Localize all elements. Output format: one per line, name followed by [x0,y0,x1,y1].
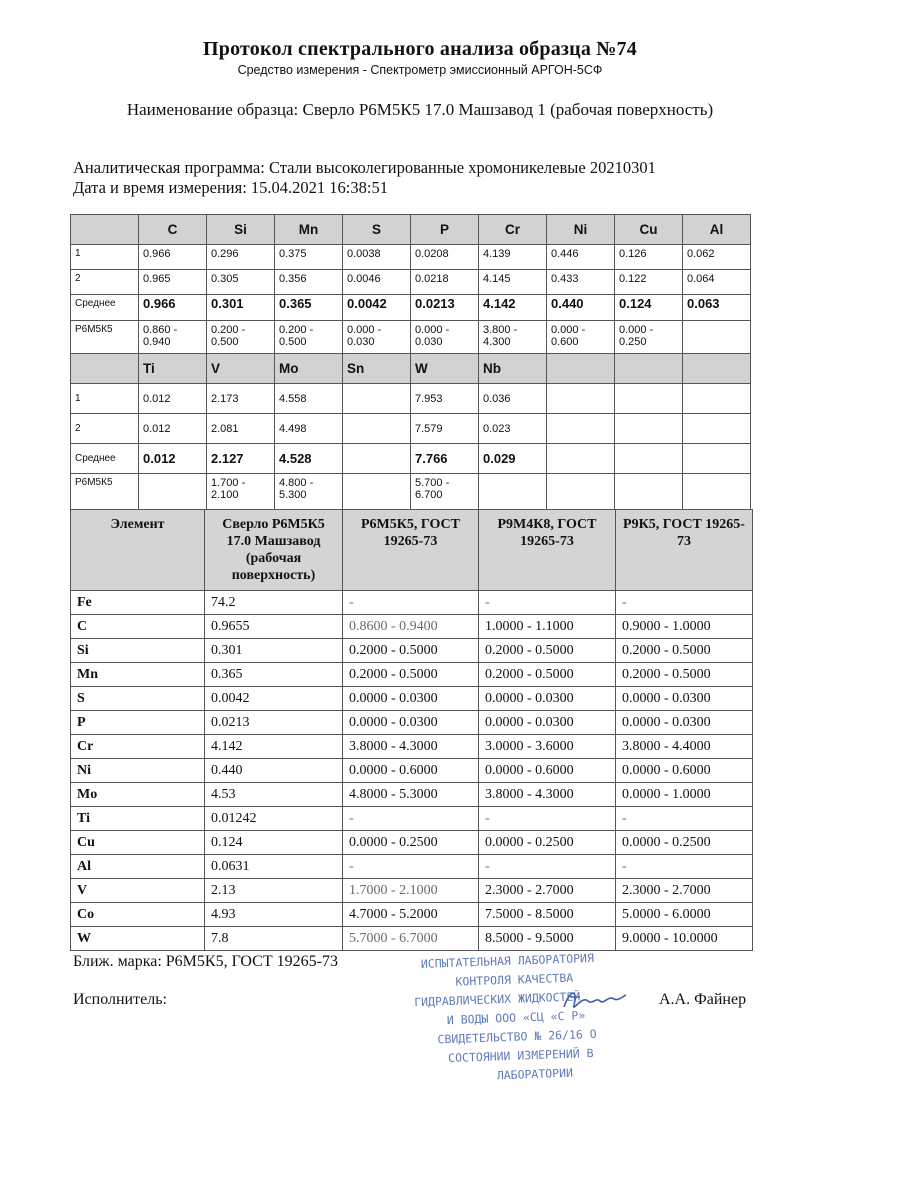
table-row [71,295,751,321]
table-row [71,270,751,295]
grade-range: 5.7000 - 6.7000 [343,927,479,951]
sample-value: 0.0213 [205,711,343,735]
laboratory-stamp [405,948,665,1098]
grade-range: 1.0000 - 1.1000 [479,615,616,639]
grade-range: 2.3000 - 2.7000 [616,879,753,903]
sample-value: 4.93 [205,903,343,927]
grade-range: 0.2000 - 0.5000 [479,639,616,663]
value-cell: 0.375 [275,245,343,270]
value-cell [343,384,411,414]
value-cell: 0.012 [139,444,207,474]
element-header: W [411,354,479,384]
value-cell: 0.124 [615,295,683,321]
value-cell: 2.173 [207,384,275,414]
element-name: S [71,687,205,711]
value-cell: 0.200 - 0.500 [207,321,275,354]
row-label: Среднее [71,295,139,321]
value-cell [343,414,411,444]
page-title: Протокол спектрального анализа образца №74 [203,38,637,60]
value-cell: 0.296 [207,245,275,270]
grade-range: 3.8000 - 4.3000 [479,783,616,807]
element-name: Co [71,903,205,927]
value-cell: 2.127 [207,444,275,474]
comparison-table [70,509,753,951]
table-row [71,807,753,831]
column-header: Р9К5, ГОСТ 19265-73 [616,510,753,591]
value-cell: 0.000 - 0.250 [615,321,683,354]
element-name: Al [71,855,205,879]
grade-range: 3.8000 - 4.3000 [343,735,479,759]
element-name: Ti [71,807,205,831]
sample-value: 2.13 [205,879,343,903]
grade-range: 0.8600 - 0.9400 [343,615,479,639]
element-header [547,354,615,384]
element-name: C [71,615,205,639]
table-row [71,414,751,444]
value-cell: 0.000 - 0.600 [547,321,615,354]
table-row [71,474,751,510]
element-name: W [71,927,205,951]
value-cell [547,414,615,444]
value-cell: 0.0208 [411,245,479,270]
stamp-text-line: ИСПЫТАТЕЛЬНАЯ ЛАБОРАТОРИЯ [420,950,595,971]
element-header: Mn [275,215,343,245]
grade-range: 0.0000 - 0.0300 [479,687,616,711]
table-row [71,903,753,927]
sample-value: 7.8 [205,927,343,951]
grade-range: - [343,807,479,831]
table-row [71,591,753,615]
sample-name: Наименование образца: Сверло Р6М5К5 17.0 Машзавод 1 (рабочая поверхность) [126,100,714,119]
value-cell [343,474,411,510]
table-row [71,879,753,903]
grade-range: - [616,855,753,879]
grade-range: 7.5000 - 8.5000 [479,903,616,927]
grade-range: 0.0000 - 0.6000 [343,759,479,783]
column-header: Элемент [71,510,205,591]
value-cell: 0.433 [547,270,615,295]
grade-range: - [343,855,479,879]
table-row [71,245,751,270]
row-label: Р6М5К5 [71,474,139,510]
element-header: Nb [479,354,547,384]
comparison-header-row [71,510,753,591]
value-cell [683,474,751,510]
stamp-text-line: ГИДРАВЛИЧЕСКИХ ЖИДКОСТЕЙ [413,989,581,1010]
element-name: Cu [71,831,205,855]
value-cell: 5.700 - 6.700 [411,474,479,510]
element-header: Cr [479,215,547,245]
sample-value: 4.142 [205,735,343,759]
element-name: Cr [71,735,205,759]
value-cell: 4.800 - 5.300 [275,474,343,510]
element-name: Mo [71,783,205,807]
measurement-datetime: Дата и время измерения: 15.04.2021 16:38:51 [73,178,388,197]
value-cell: 0.012 [139,384,207,414]
sample-value: 4.53 [205,783,343,807]
table-row [71,855,753,879]
executor-name: А.А. Файнер [659,991,747,1008]
element-header [615,354,683,384]
stamp-text-line: СВИДЕТЕЛЬСТВО № 26/16 О [437,1026,597,1047]
stamp-text-line: КОНТРОЛЯ КАЧЕСТВА [455,970,574,989]
grade-range: 4.8000 - 5.3000 [343,783,479,807]
value-cell: 7.579 [411,414,479,444]
table-row [71,384,751,414]
element-header: Sn [343,354,411,384]
element-header: Ni [547,215,615,245]
sample-value: 0.0042 [205,687,343,711]
value-cell: 0.356 [275,270,343,295]
value-cell [683,414,751,444]
grade-range: 0.0000 - 0.6000 [479,759,616,783]
value-cell [683,444,751,474]
value-cell: 1.700 - 2.100 [207,474,275,510]
grade-range: 0.0000 - 0.6000 [616,759,753,783]
executor-label: Исполнитель: [73,991,167,1008]
value-cell: 0.023 [479,414,547,444]
row-label: 2 [71,270,139,295]
element-name: Si [71,639,205,663]
value-cell: 3.800 - 4.300 [479,321,547,354]
element-header: S [343,215,411,245]
value-cell: 4.139 [479,245,547,270]
grade-range: 0.0000 - 0.2500 [343,831,479,855]
table-row [71,831,753,855]
value-cell: 7.766 [411,444,479,474]
sample-value: 0.124 [205,831,343,855]
value-cell [547,444,615,474]
table-row [71,615,753,639]
value-cell: 0.0046 [343,270,411,295]
closest-grade: Ближ. марка: Р6М5К5, ГОСТ 19265-73 [73,953,338,970]
row-label: 1 [71,245,139,270]
column-header: Сверло Р6М5К5 17.0 Машзавод (рабочая поверхность) [205,510,343,591]
value-cell: 0.440 [547,295,615,321]
value-cell [547,474,615,510]
table-row [71,639,753,663]
grade-range: 0.0000 - 1.0000 [616,783,753,807]
value-cell: 0.860 - 0.940 [139,321,207,354]
table-row [71,759,753,783]
value-cell: 0.966 [139,295,207,321]
spectral-table [70,214,751,510]
grade-range: 0.9000 - 1.0000 [616,615,753,639]
element-name: Ni [71,759,205,783]
element-header: V [207,354,275,384]
value-cell [547,384,615,414]
value-cell: 0.446 [547,245,615,270]
sample-value: 0.01242 [205,807,343,831]
element-header: Si [207,215,275,245]
table-row [71,321,751,354]
analytical-program: Аналитическая программа: Стали высоколегированные хромоникелевые 20210301 [73,158,656,177]
grade-range: 1.7000 - 2.1000 [343,879,479,903]
value-cell [683,321,751,354]
table-row [71,444,751,474]
value-cell: 0.0042 [343,295,411,321]
value-cell [615,474,683,510]
table-row [71,687,753,711]
grade-range: 3.0000 - 3.6000 [479,735,616,759]
spectral-corner-cell [71,354,139,384]
table-row [71,735,753,759]
table-row [71,927,753,951]
value-cell: 0.063 [683,295,751,321]
value-cell: 0.029 [479,444,547,474]
grade-range: 0.2000 - 0.5000 [343,639,479,663]
stamp-text-line: ЛАБОРАТОРИИ [496,1065,574,1083]
value-cell: 0.305 [207,270,275,295]
grade-range: 0.0000 - 0.0300 [616,687,753,711]
column-header: Р9М4К8, ГОСТ 19265-73 [479,510,616,591]
grade-range: 0.2000 - 0.5000 [343,663,479,687]
value-cell [479,474,547,510]
instrument-line: Средство измерения - Спектрометр эмиссионный АРГОН-5СФ [237,63,603,77]
value-cell [683,384,751,414]
table-row [71,711,753,735]
signature [560,985,630,1017]
element-name: P [71,711,205,735]
stamp-text-line: СОСТОЯНИИ ИЗМЕРЕНИЙ В [447,1045,594,1066]
row-label: Р6М5К5 [71,321,139,354]
value-cell: 0.966 [139,245,207,270]
grade-range: - [479,855,616,879]
value-cell [615,384,683,414]
grade-range: 0.2000 - 0.5000 [479,663,616,687]
value-cell: 7.953 [411,384,479,414]
grade-range: 2.3000 - 2.7000 [479,879,616,903]
value-cell: 0.0038 [343,245,411,270]
value-cell: 4.528 [275,444,343,474]
spectral-header-row [71,354,751,384]
element-header: P [411,215,479,245]
value-cell: 0.062 [683,245,751,270]
element-header: Cu [615,215,683,245]
grade-range: 9.0000 - 10.0000 [616,927,753,951]
grade-range: - [479,807,616,831]
value-cell: 0.122 [615,270,683,295]
element-header: C [139,215,207,245]
value-cell: 0.000 - 0.030 [411,321,479,354]
sample-value: 74.2 [205,591,343,615]
grade-range: - [616,591,753,615]
row-label: 1 [71,384,139,414]
grade-range: 0.0000 - 0.2500 [616,831,753,855]
grade-range: 3.8000 - 4.4000 [616,735,753,759]
grade-range: 5.0000 - 6.0000 [616,903,753,927]
value-cell [343,444,411,474]
value-cell: 0.000 - 0.030 [343,321,411,354]
value-cell: 0.365 [275,295,343,321]
sample-value: 0.440 [205,759,343,783]
stamp-text-line: И ВОДЫ ООО «СЦ «С Р» [446,1008,586,1028]
value-cell: 0.0213 [411,295,479,321]
grade-range: 0.0000 - 0.0300 [343,711,479,735]
value-cell: 0.965 [139,270,207,295]
value-cell: 0.0218 [411,270,479,295]
value-cell: 0.036 [479,384,547,414]
element-header: Al [683,215,751,245]
value-cell: 4.142 [479,295,547,321]
table-row [71,783,753,807]
grade-range: 0.2000 - 0.5000 [616,663,753,687]
table-row [71,663,753,687]
spectral-corner-cell [71,215,139,245]
value-cell: 4.145 [479,270,547,295]
element-name: Fe [71,591,205,615]
grade-range: 0.0000 - 0.0300 [479,711,616,735]
grade-range: - [343,591,479,615]
grade-range: 0.0000 - 0.2500 [479,831,616,855]
element-header [683,354,751,384]
element-name: Mn [71,663,205,687]
sample-value: 0.9655 [205,615,343,639]
grade-range: 0.0000 - 0.0300 [616,711,753,735]
grade-range: - [616,807,753,831]
column-header: Р6М5К5, ГОСТ 19265-73 [343,510,479,591]
grade-range: 0.0000 - 0.0300 [343,687,479,711]
value-cell: 0.126 [615,245,683,270]
value-cell: 4.558 [275,384,343,414]
row-label: Среднее [71,444,139,474]
sample-value: 0.0631 [205,855,343,879]
value-cell: 0.301 [207,295,275,321]
element-header: Ti [139,354,207,384]
value-cell: 0.012 [139,414,207,444]
grade-range: 4.7000 - 5.2000 [343,903,479,927]
spectral-header-row [71,215,751,245]
sample-value: 0.301 [205,639,343,663]
grade-range: 8.5000 - 9.5000 [479,927,616,951]
value-cell [615,444,683,474]
sample-value: 0.365 [205,663,343,687]
grade-range: 0.2000 - 0.5000 [616,639,753,663]
value-cell: 0.200 - 0.500 [275,321,343,354]
value-cell [139,474,207,510]
value-cell: 4.498 [275,414,343,444]
value-cell: 0.064 [683,270,751,295]
element-header: Mo [275,354,343,384]
grade-range: - [479,591,616,615]
row-label: 2 [71,414,139,444]
value-cell: 2.081 [207,414,275,444]
value-cell [615,414,683,444]
element-name: V [71,879,205,903]
